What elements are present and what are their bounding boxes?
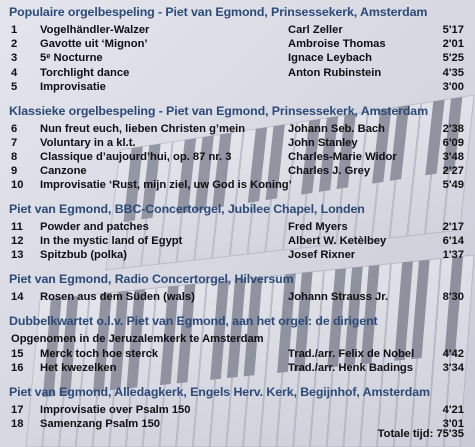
track-row [0,81,475,95]
track-number: 11 [11,221,23,233]
track-duration: 6'14 [442,235,464,248]
section-heading: Populaire orgelbespeling - Piet van Egmond, Prinsessekerk, Amsterdam [9,5,428,19]
track-composer: Johann Strauss Jr. [288,291,389,304]
track-composer: Trad./arr. Henk Badings [288,362,413,374]
track-title: Improvisatie [40,80,106,93]
track-row [0,137,475,151]
track-row [0,52,475,66]
track-number: 8 [11,150,18,163]
track-title: Classique d’aujourd’hui, op. 87 nr. 3 [40,150,232,163]
track-number: 12 [11,235,24,248]
track-duration: 4'42 [442,347,464,360]
section-heading: Piet van Egmond, BBC-Concertorgel, Jubilee Chapel, Londen [9,202,365,216]
track-number: 7 [11,136,18,149]
track-duration: 2'38 [442,122,464,135]
track-number: 3 [11,52,18,65]
track-title: Het kwezelken [40,362,117,374]
track-composer: Ambroise Thomas [288,38,386,51]
track-number: 18 [11,417,24,430]
track-number: 13 [11,249,24,262]
track-number: 4 [11,66,18,79]
track-title: In the mystic land of Egypt [40,235,183,248]
track-composer: Charles-Marie Widor [288,150,397,163]
track-number: 2 [11,38,18,51]
track-row [0,235,475,249]
track-composer: Josef Rixner [288,249,356,262]
track-title: Improvisatie ‘Rust, mijn ziel, uw God is Koning’ [40,179,292,192]
track-duration: 2'01 [442,38,464,51]
track-duration: 5'25 [442,52,464,65]
track-composer: Ignace Leybach [288,52,372,65]
track-row [0,362,475,376]
track-composer: Charles J. Grey [288,165,371,178]
track-row [0,249,475,263]
track-duration: 2'17 [442,221,464,233]
track-title: Vogelhändler-Walzer [40,24,150,36]
section-heading: Piet van Egmond, Radio Concertorgel, Hilversum [9,272,294,287]
track-row [0,24,475,38]
track-title: Samenzang Psalm 150 [40,417,161,430]
section-heading: Dubbelkwartet o.l.v. Piet van Egmond, aan het orgel: de dirigent [9,313,378,328]
track-composer: Anton Rubinstein [288,66,382,79]
section-heading: Piet van Egmond, Alledagkerk, Engels Herv. Kerk, Begijnhof, Amsterdam [9,384,430,399]
track-number: 15 [11,347,24,360]
section-heading: Klassieke orgelbespeling - Piet van Egmond, Prinsessekerk, Amsterdam [9,103,429,118]
track-title: Rosen aus dem Süden (wals) [40,291,195,304]
track-title: Torchlight dance [40,66,130,79]
track-row [0,38,475,52]
track-title: Spitzbub (polka) [40,249,128,262]
track-title: Merck toch hoe sterck [40,347,159,360]
track-row [0,123,475,137]
track-number: 1 [11,24,18,36]
track-duration: 5'17 [442,24,464,36]
track-composer: Johann Seb. Bach [288,122,385,135]
track-composer: Fred Myers [288,221,348,233]
track-duration: 4'21 [442,403,464,416]
track-row [0,179,475,193]
track-title: Canzone [40,165,87,178]
track-number: 14 [11,291,24,304]
track-number: 5 [11,80,18,93]
track-duration: 8'30 [442,291,464,304]
track-number: 10 [11,179,24,192]
track-row [0,67,475,81]
track-number: 6 [11,122,18,135]
track-duration: 3'01 [442,417,464,430]
track-title: Nun freut euch, lieben Christen g’mein [40,122,246,135]
track-title: Voluntary in a kl.t. [40,136,136,149]
track-row [0,404,475,418]
track-row [0,348,475,362]
track-duration: 4'35 [442,66,464,79]
total-time: Totale tijd: 75'35 [377,428,464,440]
track-title: Improvisatie over Psalm 150 [40,403,191,416]
track-composer: Trad./arr. Felix de Nobel [288,347,415,360]
track-title: Powder and patches [40,221,149,233]
track-duration: 3'00 [442,80,464,93]
track-composer: Albert W. Ketèlbey [288,235,387,248]
track-duration: 6'09 [442,136,464,149]
track-title: 5ᵉ Nocturne [40,52,103,65]
track-row [0,165,475,179]
track-number: 16 [11,362,24,374]
track-duration: 5'49 [442,179,464,192]
section-subtitle: Opgenomen in de Jeruzalemkerk te Amsterdam [11,332,264,345]
track-title: Gavotte uit ‘Mignon’ [40,38,148,51]
track-composer: Carl Zeller [288,24,343,36]
track-row [0,151,475,165]
track-duration: 2'27 [442,165,464,178]
track-row [0,221,475,235]
track-composer: John Stanley [288,136,358,149]
track-row [0,291,475,305]
track-duration: 3'34 [442,362,464,374]
track-number: 9 [11,165,18,178]
track-duration: 1'37 [442,249,464,262]
track-duration: 3'48 [442,150,464,163]
track-number: 17 [11,403,24,416]
